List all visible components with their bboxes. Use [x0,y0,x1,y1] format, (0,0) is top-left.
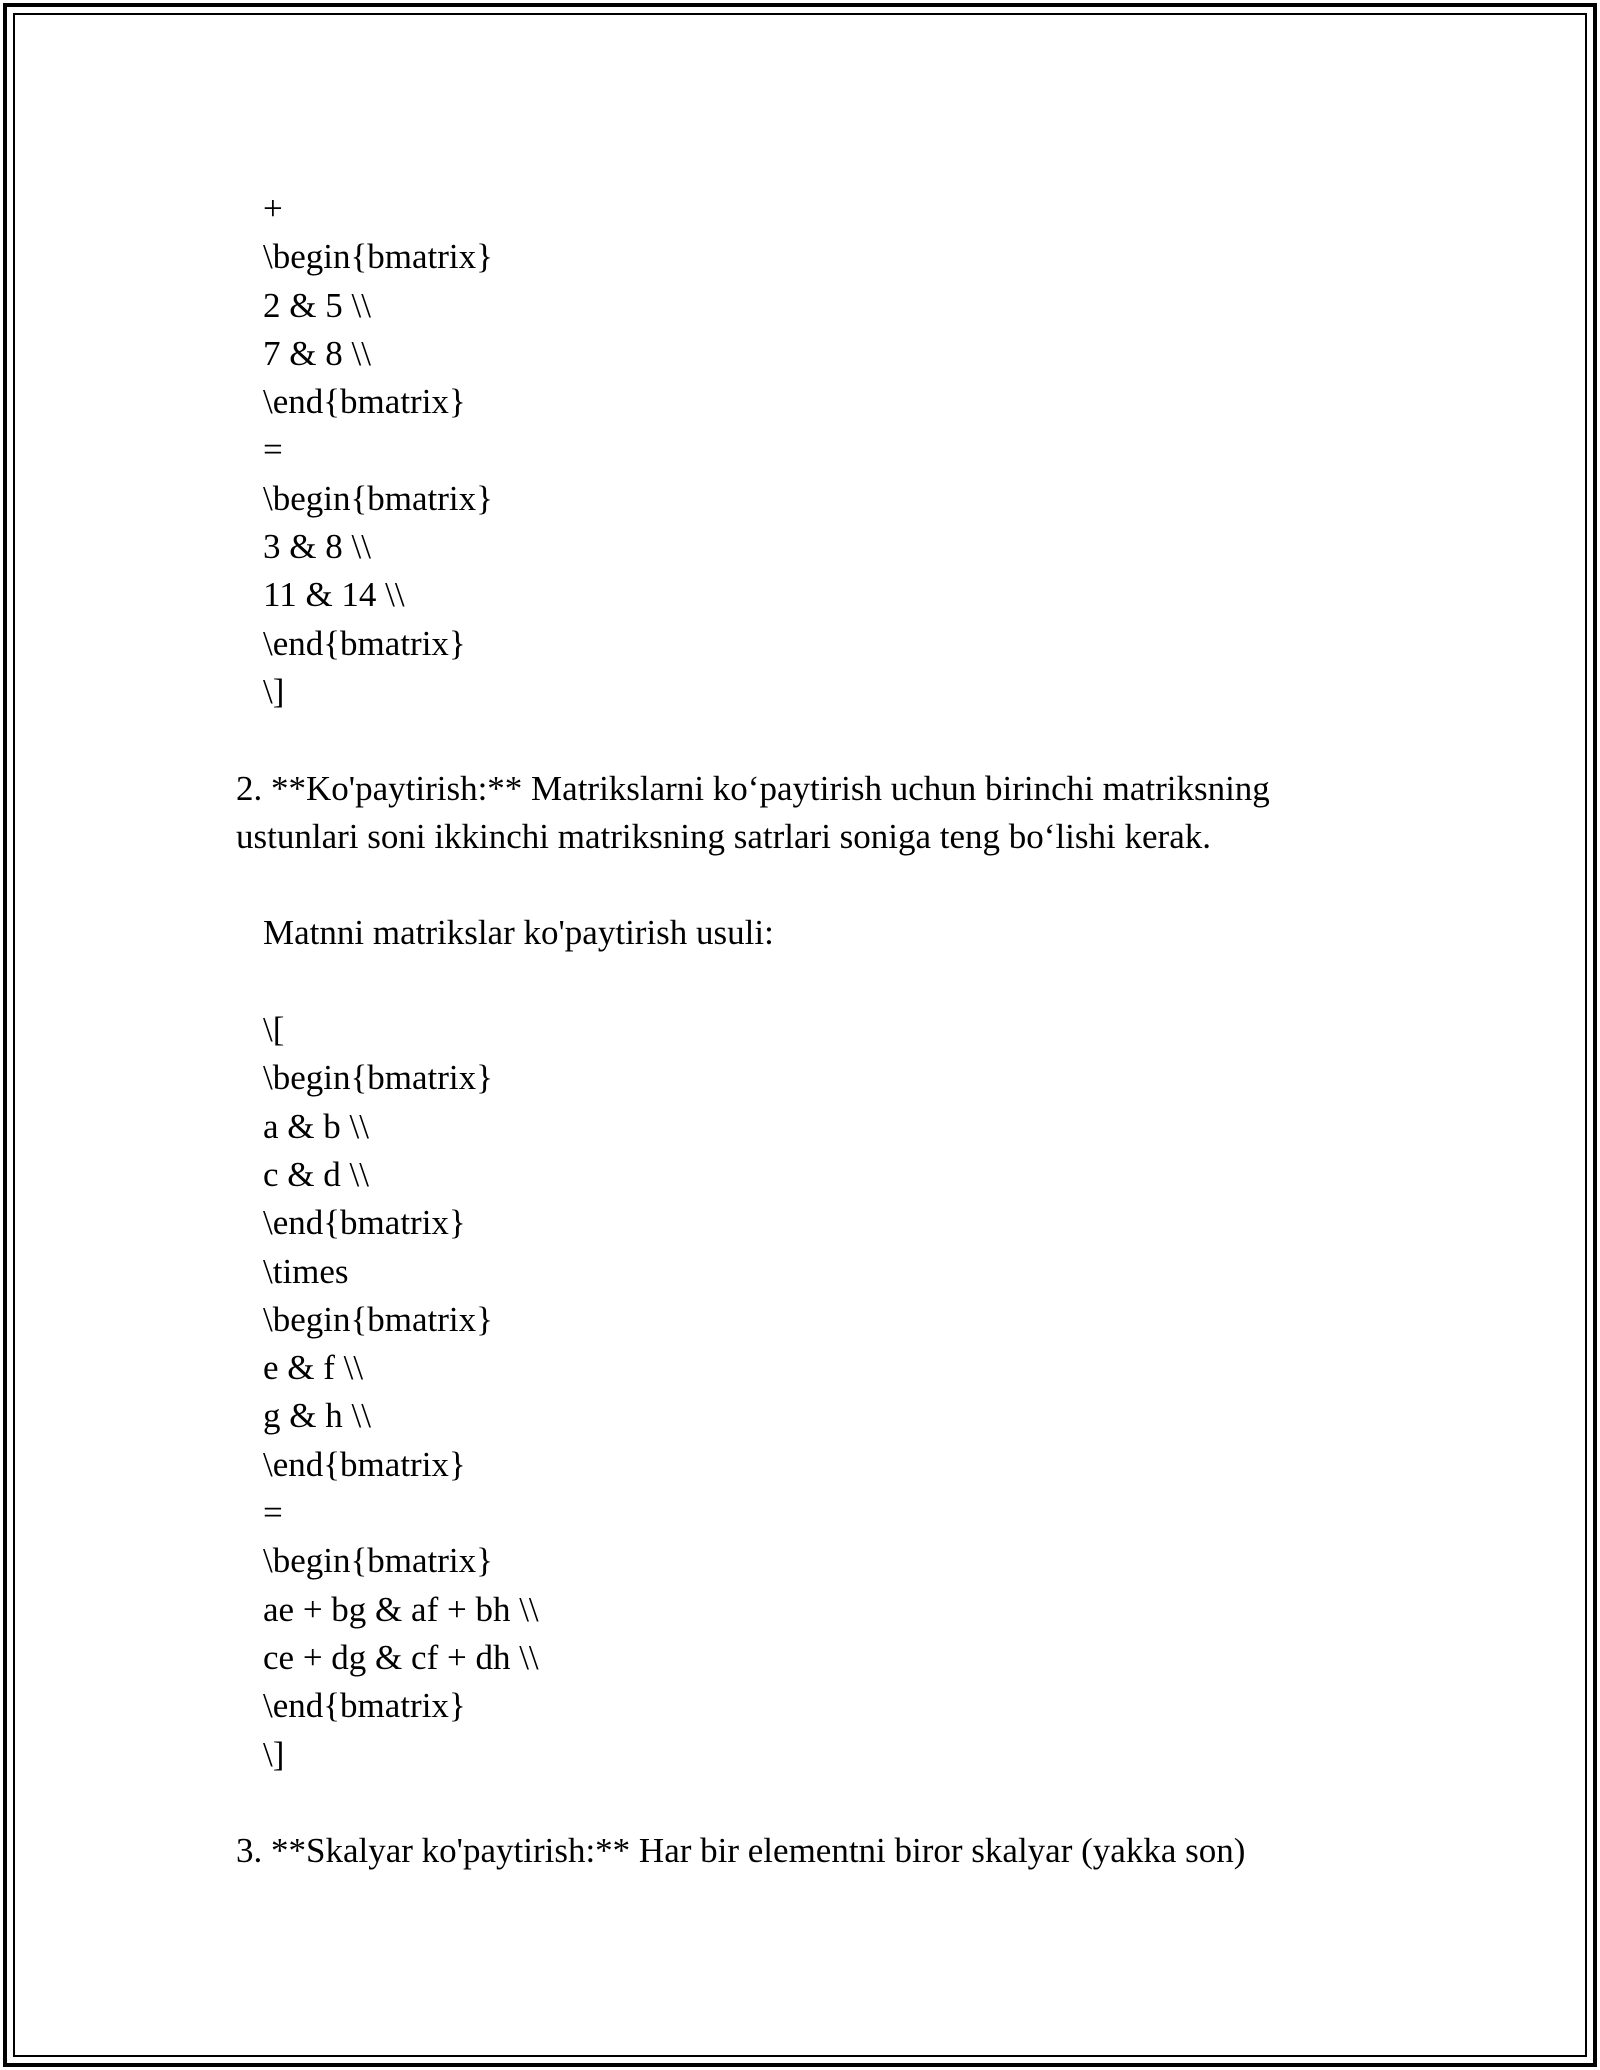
code-line: \begin{bmatrix} [263,1541,493,1581]
code-line: ae + bg & af + bh \\ [263,1589,539,1629]
code-line: a & b \\ [263,1106,369,1146]
code-line: \end{bmatrix} [263,1686,466,1726]
paragraph-line: 3. **Skalyar ko'paytirish:** Har bir elementni biror skalyar (yakka son) [236,1831,1246,1871]
code-line: + [263,189,283,228]
code-line: \end{bmatrix} [263,1203,466,1243]
code-line: \[ [263,1010,285,1050]
paragraph-line: ustunlari soni ikkinchi matriksning satrlari soniga teng bo‘lishi kerak. [236,816,1211,856]
code-line: 11 & 14 \\ [263,575,405,615]
code-line: g & h \\ [263,1396,371,1436]
code-line: \] [263,671,285,711]
code-line: \begin{bmatrix} [263,237,493,277]
list-item-scalar [236,1827,1416,1875]
code-line: 2 & 5 \\ [263,285,371,325]
method-heading: Matnni matrikslar ko'paytirish usuli: [263,913,774,953]
code-line: \end{bmatrix} [263,623,466,663]
paragraph-line: 2. **Ko'paytirish:** Matrikslarni ko‘paytirish uchun birinchi matriksning [236,768,1270,808]
code-line: \] [263,1734,285,1774]
latex-block-multiplication [236,1006,1416,1779]
code-line: = [263,430,283,470]
code-line: \begin{bmatrix} [263,478,493,518]
spacer [236,958,1416,1006]
list-item-multiplication [236,765,1416,862]
spacer [236,716,1416,764]
code-line: \begin{bmatrix} [263,1058,493,1098]
latex-block-addition [236,185,1416,716]
code-line: = [263,1493,283,1533]
spacer [236,1779,1416,1827]
code-line: \times [263,1251,349,1291]
code-line: \begin{bmatrix} [263,1299,493,1339]
code-line: \end{bmatrix} [263,382,466,422]
code-line: 7 & 8 \\ [263,333,371,373]
document-body [236,185,1416,1875]
code-line: c & d \\ [263,1154,369,1194]
spacer [236,861,1416,909]
code-line: ce + dg & cf + dh \\ [263,1637,539,1677]
code-line: e & f \\ [263,1348,364,1388]
code-line: \end{bmatrix} [263,1444,466,1484]
code-line: 3 & 8 \\ [263,527,371,567]
